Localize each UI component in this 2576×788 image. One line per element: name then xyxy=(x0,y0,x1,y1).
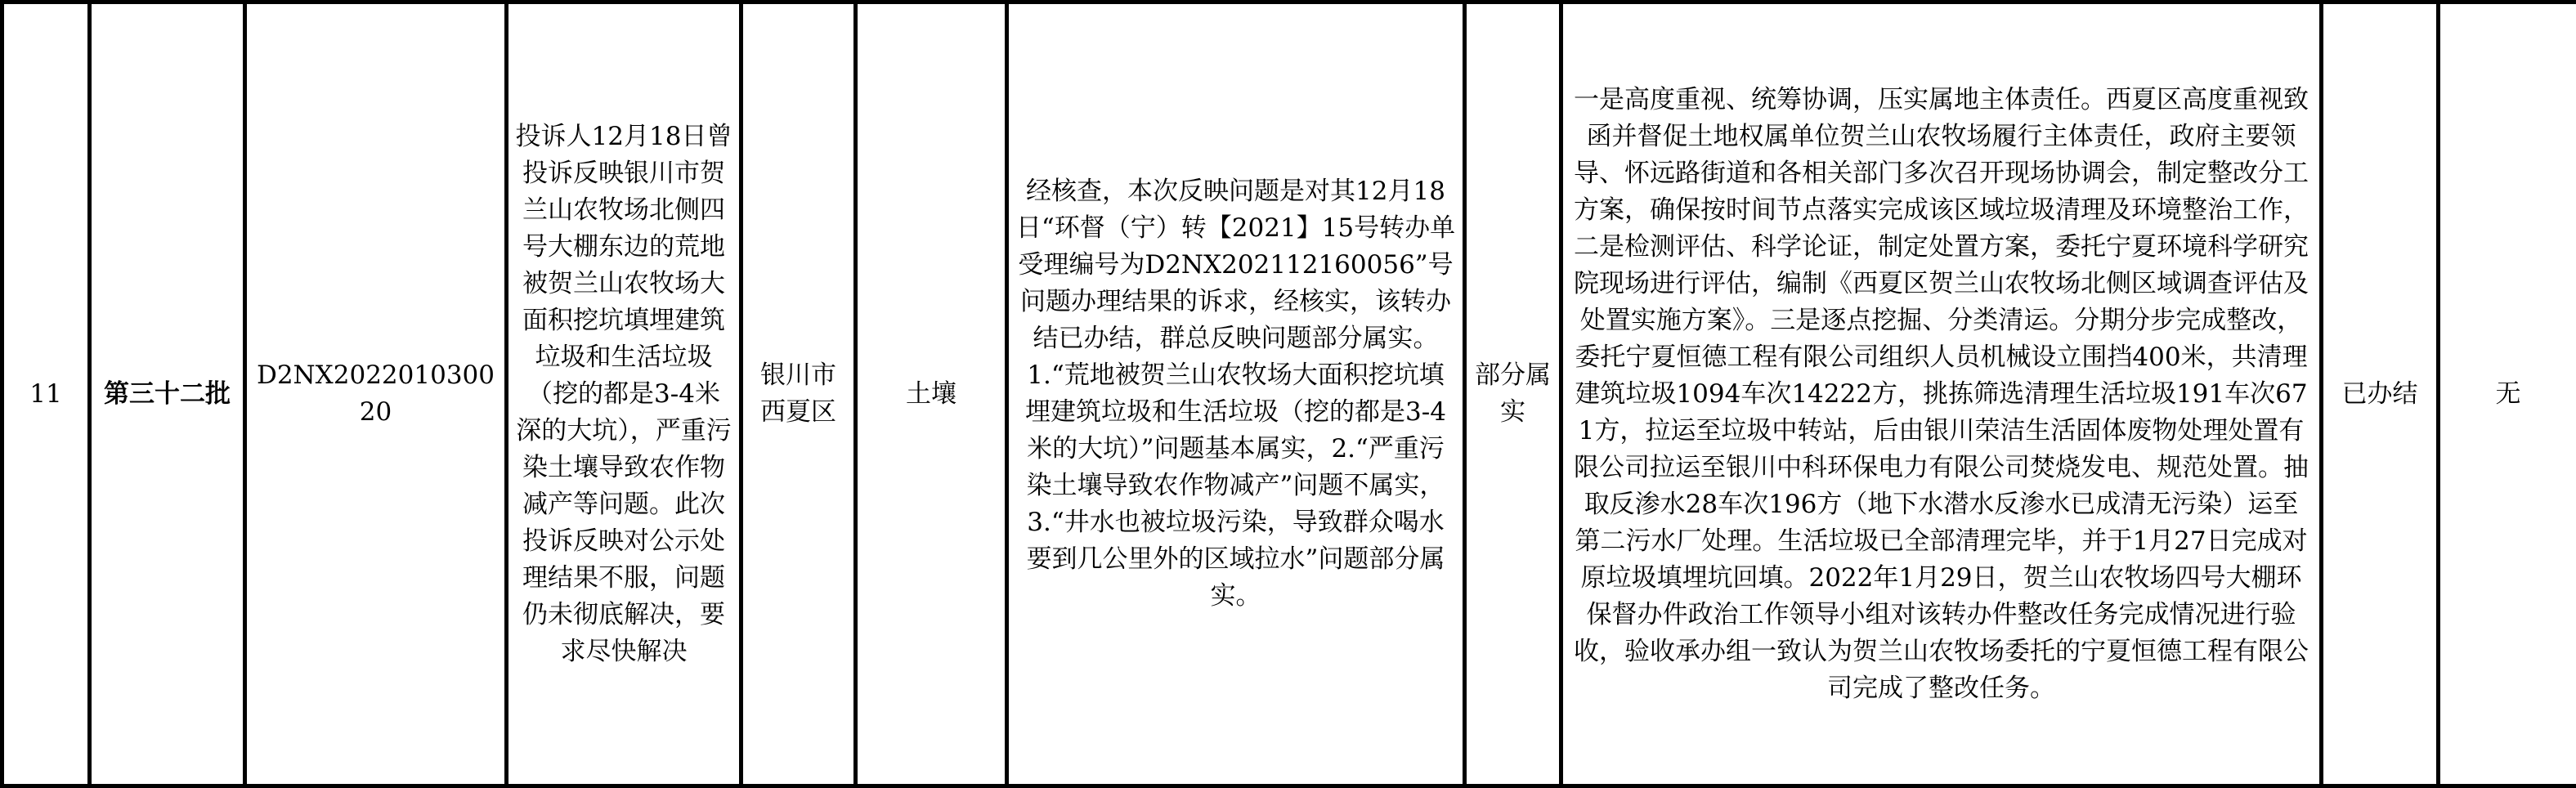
table-row xyxy=(2,2,2576,786)
investigation-cell: 经核查，本次反映问题是对其12月18日“环督（宁）转【2021】15号转办单受理编号为D2NX202112160056”号问题办理结果的诉求，经核实，该转办结已办结，群总反映问题部分属实。1.“荒地被贺兰山农牧场大面积挖坑填埋建筑垃圾和生活垃圾（挖的都是3-4米的大坑）”问题基本属实，2.“严重污染土壤导致农作物减产”问题不属实，3.“井水也被垃圾污染，导致群众喝水要到几公里外的区域拉水”问题部分属实。 xyxy=(1007,2,1465,786)
rectification-cell: 一是高度重视、统筹协调，压实属地主体责任。西夏区高度重视致函并督促土地权属单位贺兰山农牧场履行主体责任，政府主要领导、怀远路街道和各相关部门多次召开现场协调会，制定整改分工方案，确保按时间节点落实完成该区域垃圾清理及环境整治工作，二是检测评估、科学论证，制定处置方案，委托宁夏环境科学研究院现场进行评估，编制《西夏区贺兰山农牧场北侧区域调查评估及处置实施方案》。三是逐点挖掘、分类清运。分期分步完成整改，委托宁夏恒德工程有限公司组织人员机械设立围挡400米，共清理建筑垃圾1094车次14222方，挑拣筛选清理生活垃圾191车次671方，拉运至垃圾中转站，后由银川荣洁生活固体废物处理处置有限公司拉运至银川中科环保电力有限公司焚烧发电、规范处置。抽取反渗水28车次196方（地下水潜水反渗水已成清无污染）运至第二污水厂处理。生活垃圾已全部清理完毕，并于1月27日完成对原垃圾填埋坑回填。2022年1月29日，贺兰山农牧场四号大棚环保督办件政治工作领导小组对该转办件整改任务完成情况进行验收，验收承办组一致认为贺兰山农牧场委托的宁夏恒德工程有限公司完成了整改任务。 xyxy=(1561,2,2322,786)
row-index-cell: 11 xyxy=(2,2,90,786)
verdict-cell: 部分属实 xyxy=(1465,2,1561,786)
case-number-cell: D2NX202201030020 xyxy=(245,2,507,786)
status-cell: 已办结 xyxy=(2322,2,2439,786)
accountability-cell: 无 xyxy=(2439,2,2576,786)
complaint-cell: 投诉人12月18日曾投诉反映银川市贺兰山农牧场北侧四号大棚东边的荒地被贺兰山农牧场大面积挖坑填埋建筑垃圾和生活垃圾（挖的都是3-4米深的大坑），严重污染土壤导致农作物减产等问题。此次投诉反映对公示处理结果不服，问题仍未彻底解决，要求尽快解决 xyxy=(507,2,741,786)
category-cell: 土壤 xyxy=(856,2,1007,786)
batch-cell: 第三十二批 xyxy=(90,2,245,786)
location-cell: 银川市西夏区 xyxy=(741,2,856,786)
